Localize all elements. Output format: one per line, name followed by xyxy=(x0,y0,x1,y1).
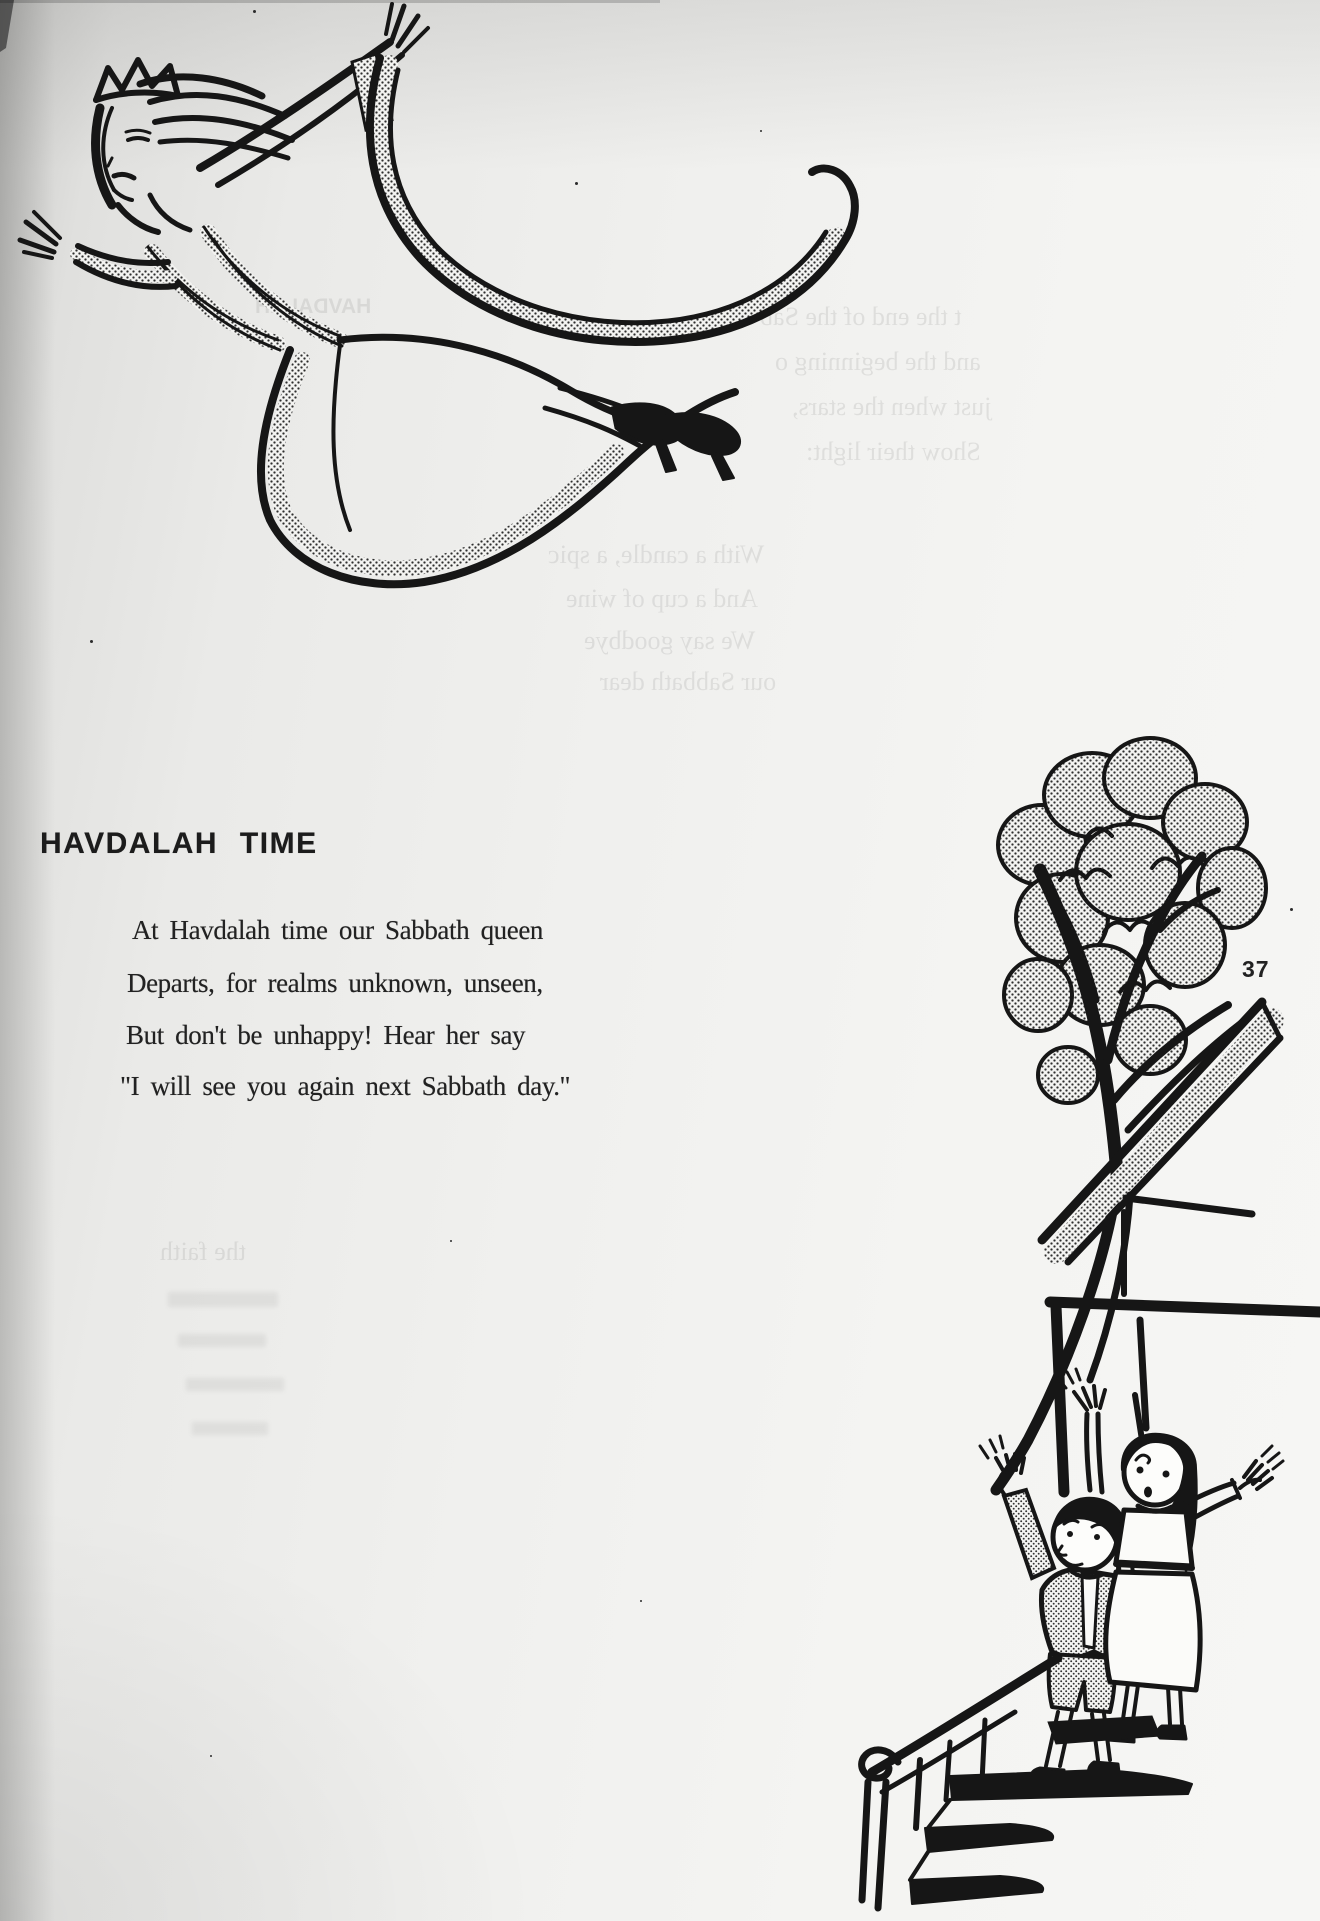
ghost-text-line: just when the stars, xyxy=(792,392,992,421)
step-shadow xyxy=(1048,1716,1160,1744)
scan-edge-mark xyxy=(0,0,660,52)
tree-branches xyxy=(1040,856,1262,1185)
ghost-text-heading: HAVDALAH xyxy=(255,295,372,318)
house-eaves xyxy=(1126,1198,1252,1214)
boy-raised-right-arm xyxy=(980,1436,1054,1578)
boy-figure xyxy=(980,1369,1139,1786)
steps xyxy=(910,1770,1192,1904)
tree-foliage xyxy=(998,738,1266,1103)
ghost-text-line: We say goodbye xyxy=(584,626,756,655)
boy-legs xyxy=(1030,1712,1120,1786)
boy-raised-left-arm xyxy=(1058,1369,1105,1492)
ghost-text-line: and the beginning o xyxy=(775,347,981,376)
dust-speck xyxy=(450,1240,452,1242)
tree-trunk xyxy=(996,1190,1142,1490)
outstretched-arm xyxy=(20,212,176,287)
boy-shorts xyxy=(1049,1654,1115,1712)
neck xyxy=(150,195,190,230)
girl-bent-arm xyxy=(1119,1518,1171,1658)
ghost-smudge xyxy=(192,1422,268,1435)
girl-extended-arm xyxy=(1184,1446,1283,1520)
girl-legs xyxy=(1106,1684,1186,1742)
ghost-smudge xyxy=(168,1292,278,1307)
ghost-text-line: t the end of the Sab xyxy=(760,302,962,331)
poem-line: But don't be unhappy! Hear her say xyxy=(126,1020,526,1050)
house xyxy=(1042,1002,1320,1492)
tree xyxy=(996,738,1266,1490)
queen-figure xyxy=(20,4,855,584)
poem-line: Departs, for realms unknown, unseen, xyxy=(127,968,543,998)
boy-head xyxy=(1053,1498,1126,1570)
house-roof xyxy=(1042,1002,1280,1262)
ghost-smudge xyxy=(178,1334,266,1347)
staircase-railing xyxy=(862,1658,1058,1908)
legs-and-shoes xyxy=(545,388,740,480)
hair xyxy=(96,77,292,232)
ghost-text-line: the faith xyxy=(160,1237,246,1266)
poem-line: At Havdalah time our Sabbath queen xyxy=(132,915,544,945)
staircase xyxy=(862,1658,1192,1908)
dust-speck xyxy=(760,130,762,132)
page-title: HAVDALAH TIME xyxy=(40,827,318,860)
house-wall-edge-2 xyxy=(1140,1320,1146,1428)
girl-figure xyxy=(1048,1434,1283,1744)
dust-speck xyxy=(90,640,93,643)
ghost-text-line: And a cup of wine xyxy=(566,584,759,613)
face xyxy=(103,108,150,200)
porch-beam xyxy=(1050,1302,1320,1312)
ghost-text-line: With a candle, a spic xyxy=(548,540,765,569)
page-number: 37 xyxy=(1242,956,1270,982)
girl-dress xyxy=(1106,1506,1200,1690)
dust-speck xyxy=(575,182,578,185)
ghost-text-line: Show their light: xyxy=(806,437,981,466)
cape xyxy=(352,54,855,342)
ghost-smudge xyxy=(186,1378,284,1391)
porch-post xyxy=(1056,1306,1064,1492)
girl-head xyxy=(1122,1434,1197,1572)
crown xyxy=(96,60,178,100)
bodice xyxy=(148,227,342,350)
dust-speck xyxy=(640,1600,642,1602)
dust-speck xyxy=(1290,908,1293,911)
poem-line: "I will see you again next Sabbath day." xyxy=(120,1071,571,1101)
ghost-text-line: our Sabbath dear xyxy=(600,667,777,696)
dust-speck xyxy=(253,10,256,13)
boy-jacket xyxy=(1041,1570,1139,1660)
dust-speck xyxy=(210,1755,212,1757)
raised-arm xyxy=(200,4,428,185)
